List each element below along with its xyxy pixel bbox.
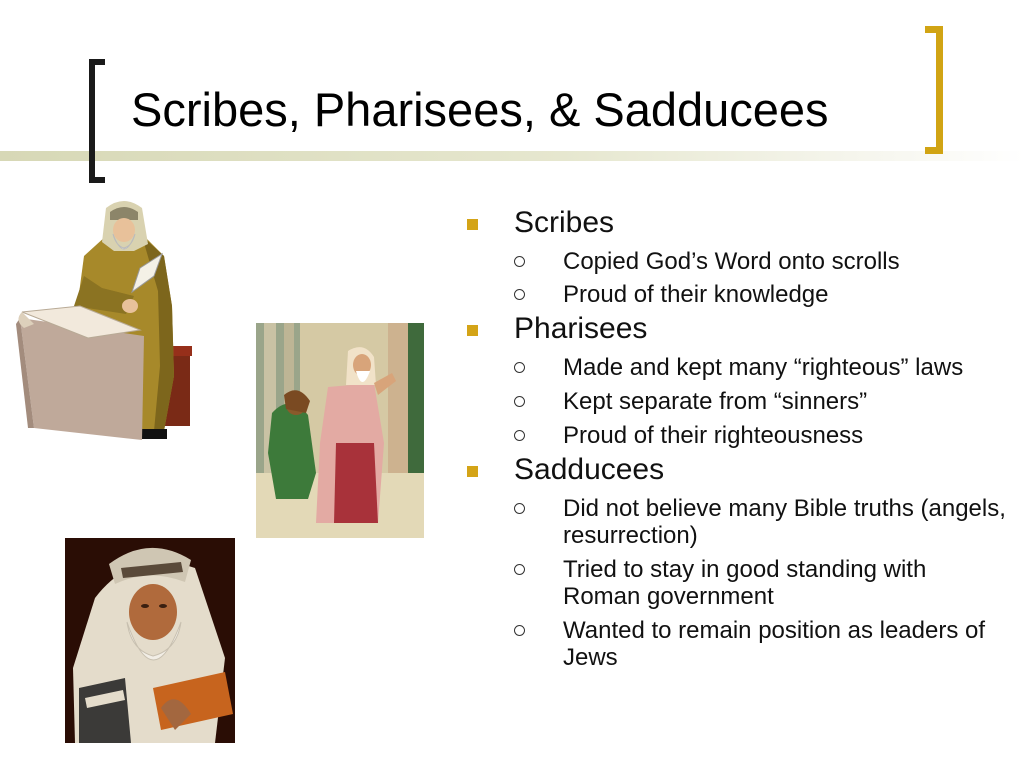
circle-bullet-icon [514, 503, 525, 514]
slide-title: Scribes, Pharisees, & Sadducees [131, 83, 829, 136]
section-point: Proud of their knowledge [462, 281, 1007, 308]
square-bullet-icon [467, 325, 478, 336]
pharisee-and-tax-collector-painting [256, 323, 424, 538]
section-heading: Pharisees [462, 311, 1007, 347]
title-rule [0, 151, 1024, 161]
section-heading: Sadducees [462, 452, 1007, 488]
circle-bullet-icon [514, 430, 525, 441]
circle-bullet-icon [514, 625, 525, 636]
circle-bullet-icon [514, 256, 525, 267]
scribe-writing-clipart [14, 196, 196, 448]
section-point: Kept separate from “sinners” [462, 388, 1007, 415]
section-heading: Scribes [462, 205, 1007, 241]
circle-bullet-icon [514, 396, 525, 407]
section-point: Did not believe many Bible truths (angels, resurrection) [462, 495, 1007, 549]
circle-bullet-icon [514, 362, 525, 373]
circle-bullet-icon [514, 564, 525, 575]
right-bracket-icon [925, 26, 943, 154]
bullet-list [462, 205, 1007, 671]
section-point: Made and kept many “righteous” laws [462, 354, 1007, 381]
section-point: Proud of their righteousness [462, 422, 1007, 449]
sadducee-reading-scroll-painting [65, 538, 235, 743]
square-bullet-icon [467, 466, 478, 477]
section-point: Copied God’s Word onto scrolls [462, 248, 1007, 275]
section-point: Wanted to remain position as leaders of Jews [462, 617, 1007, 671]
square-bullet-icon [467, 219, 478, 230]
section-point: Tried to stay in good standing with Roman government [462, 556, 1007, 610]
circle-bullet-icon [514, 289, 525, 300]
left-bracket-icon [89, 59, 105, 183]
